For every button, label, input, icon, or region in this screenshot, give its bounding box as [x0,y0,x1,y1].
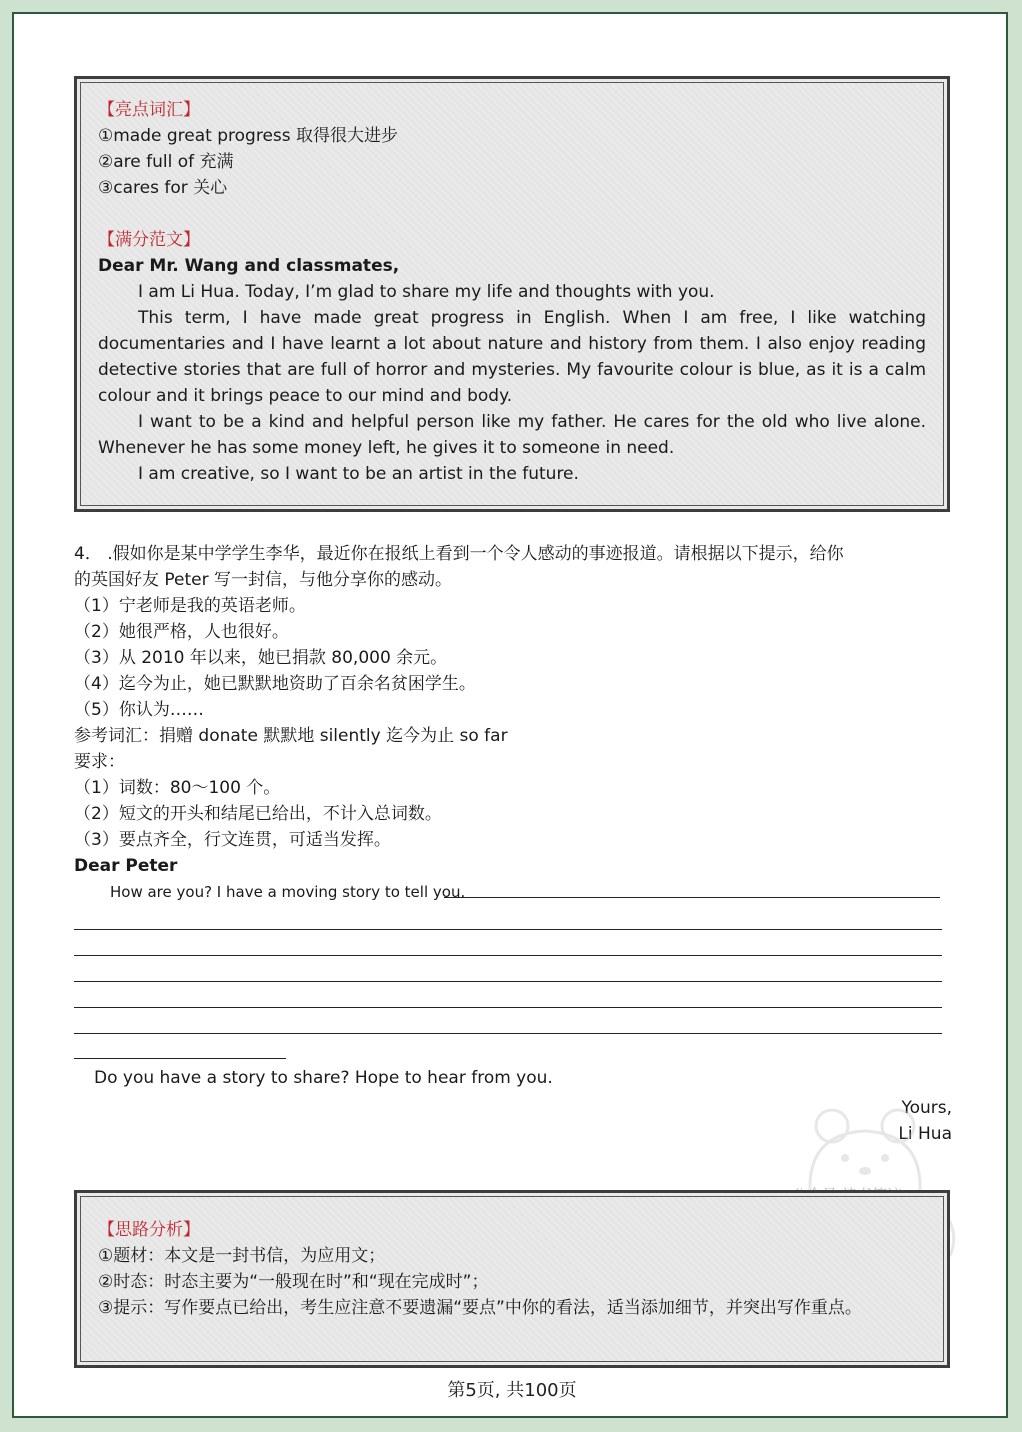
prompt-point: （5）你认为…… [74,700,204,720]
vocab-item: ③cares for 关心 [98,178,228,198]
vocab-item: ②are full of 充满 [98,152,234,172]
requirement-item: （2）短文的开头和结尾已给出，不计入总词数。 [74,804,442,824]
analysis-item: ①题材：本文是一封书信，为应用文； [98,1246,386,1266]
question-prompt-line: 的英国好友 Peter 写一封信，与他分享你的感动。 [74,570,453,590]
model-essay-heading: 【满分范文】 [98,230,200,250]
vocab-item: ①made great progress 取得很大进步 [98,126,399,146]
question-4 [74,541,954,1147]
writing-blank[interactable] [444,897,940,898]
prompt-point: （3）从 2010 年以来，她已捐款 80,000 余元。 [74,648,448,668]
analysis-heading: 【思路分析】 [98,1220,200,1240]
letter-first-line [74,879,954,904]
writing-line[interactable] [74,930,942,956]
essay-paragraph: I am Li Hua. Today, I’m glad to share my life and thoughts with you. [138,282,715,302]
model-essay-box [74,76,950,512]
essay-paragraph: I want to be a kind and helpful person like my father. He cares for the old who live alone. Whenever he has some money left, he gives it to someone in need. [98,412,926,458]
letter-greeting: Dear Peter [74,856,178,876]
requirement-item: （1）词数：80～100 个。 [74,778,281,798]
writing-line[interactable] [74,904,942,930]
writing-line[interactable] [74,982,942,1008]
highlight-vocab-heading: 【亮点词汇】 [98,100,200,120]
letter-sign-off: Yours, [901,1098,952,1118]
essay-paragraph: This term, I have made great progress in English. When I am free, I like watching documentaries and I have learnt a lot about nature and history from them. I also enjoy reading detective stories that are full of horror and mysteries. My favourite colour is blue, as it is a calm colour and it brings peace to our mind and body. [98,308,926,406]
letter-signature: Li Hua [898,1124,952,1144]
requirement-item: （3）要点齐全，行文连贯，可适当发挥。 [74,830,391,850]
letter-closing: Do you have a story to share? Hope to hear from you. [94,1068,553,1088]
prompt-point: （2）她很严格，人也很好。 [74,622,289,642]
essay-greeting: Dear Mr. Wang and classmates, [98,256,400,276]
writing-line-short[interactable] [74,1034,286,1059]
analysis-item: ②时态：时态主要为“一般现在时”和“现在完成时”； [98,1272,489,1292]
letter-first-sentence: How are you? I have a moving story to tell you. [110,883,466,901]
writing-line[interactable] [74,1008,942,1034]
document-page [12,12,1008,1418]
requirements-title: 要求： [74,752,125,772]
question-prompt-line: 4． .假如你是某中学学生李华，最近你在报纸上看到一个令人感动的事迹报道。请根据以下提示，给你 [74,544,844,564]
prompt-point: （4）迄今为止，她已默默地资助了百余名贫困学生。 [74,674,476,694]
prompt-point: （1）宁老师是我的英语老师。 [74,596,306,616]
writing-line[interactable] [74,956,942,982]
page-number: 第5页, 共100页 [447,1380,577,1401]
analysis-item: ③提示：写作要点已给出，考生应注意不要遗漏“要点”中你的看法，适当添加细节，并突出写作重点。 [98,1298,862,1318]
essay-paragraph: I am creative, so I want to be an artist in the future. [138,464,579,484]
reference-vocab: 参考词汇：捐赠 donate 默默地 silently 迄今为止 so far [74,726,508,746]
analysis-box [74,1190,950,1368]
